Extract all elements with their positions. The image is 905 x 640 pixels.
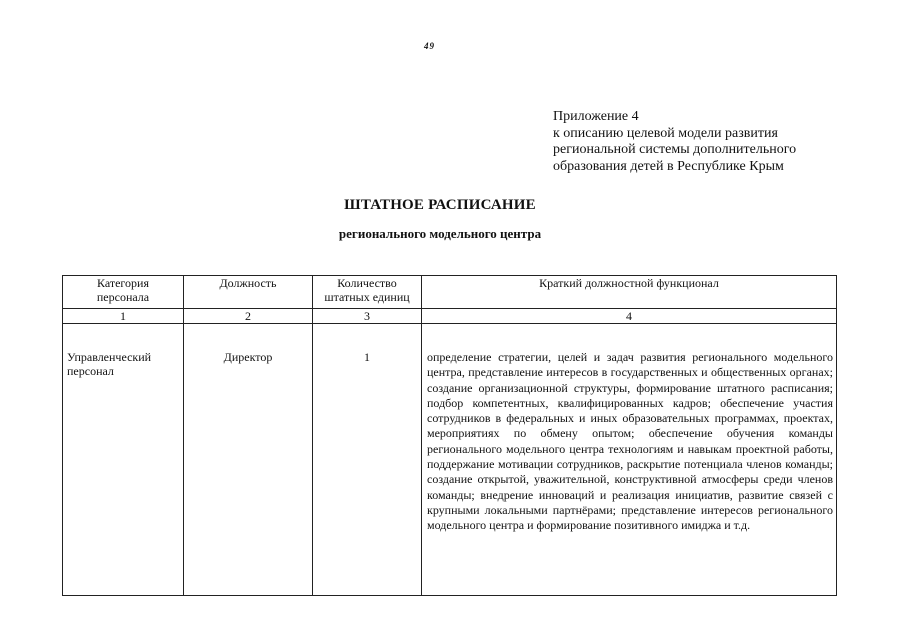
column-number: 3 [313, 309, 422, 324]
column-number: 4 [422, 309, 837, 324]
header-position: Должность [184, 276, 313, 309]
cell-position: Директор [184, 324, 313, 596]
appendix-line: к описанию целевой модели развития [553, 125, 778, 141]
appendix-line: Приложение 4 [553, 109, 639, 124]
appendix-note [553, 109, 796, 175]
page-number: 49 [424, 41, 435, 51]
column-number: 2 [184, 309, 313, 324]
column-number-row [63, 309, 837, 324]
cell-function: определение стратегии, целей и задач развития регионального модельного центра, представление интересов в государственных и общественных органах; создание организационной структуры, формирование штатного расписания; подбор компетентных, квалифицированных кадров; обеспечение участия сотрудников в федеральных и иных образовательных программах, проектах, мероприятиях по обмену опытом; обеспечение обучения команды регионального модельного центра технологиям и навыкам проектной работы, поддержание мотивации сотрудников, раскрытие потенциала членов команды; создание открытой, уважительной, конструктивной атмосферы среди членов команды; внедрение инноваций и реализация инициатив, развитие связей с крупными локальными партнёрами; представление интересов регионального модельного центра и формирование позитивного имиджа и т.д. [422, 324, 837, 596]
header-function: Краткий должностной функционал [422, 276, 837, 309]
header-count: Количество штатных единиц [313, 276, 422, 309]
staff-table [62, 275, 837, 596]
table-row [63, 324, 837, 596]
appendix-line: образования детей в Республике Крым [553, 158, 784, 174]
document-title: ШТАТНОЕ РАСПИСАНИЕ [344, 197, 536, 213]
header-category: Категория персонала [63, 276, 184, 309]
column-number: 1 [63, 309, 184, 324]
appendix-line: региональной системы дополнительного [553, 142, 797, 157]
table-header-row [63, 276, 837, 309]
document-subtitle: регионального модельного центра [338, 226, 542, 241]
cell-count: 1 [313, 324, 422, 596]
cell-category: Управленческий персонал [63, 324, 184, 596]
